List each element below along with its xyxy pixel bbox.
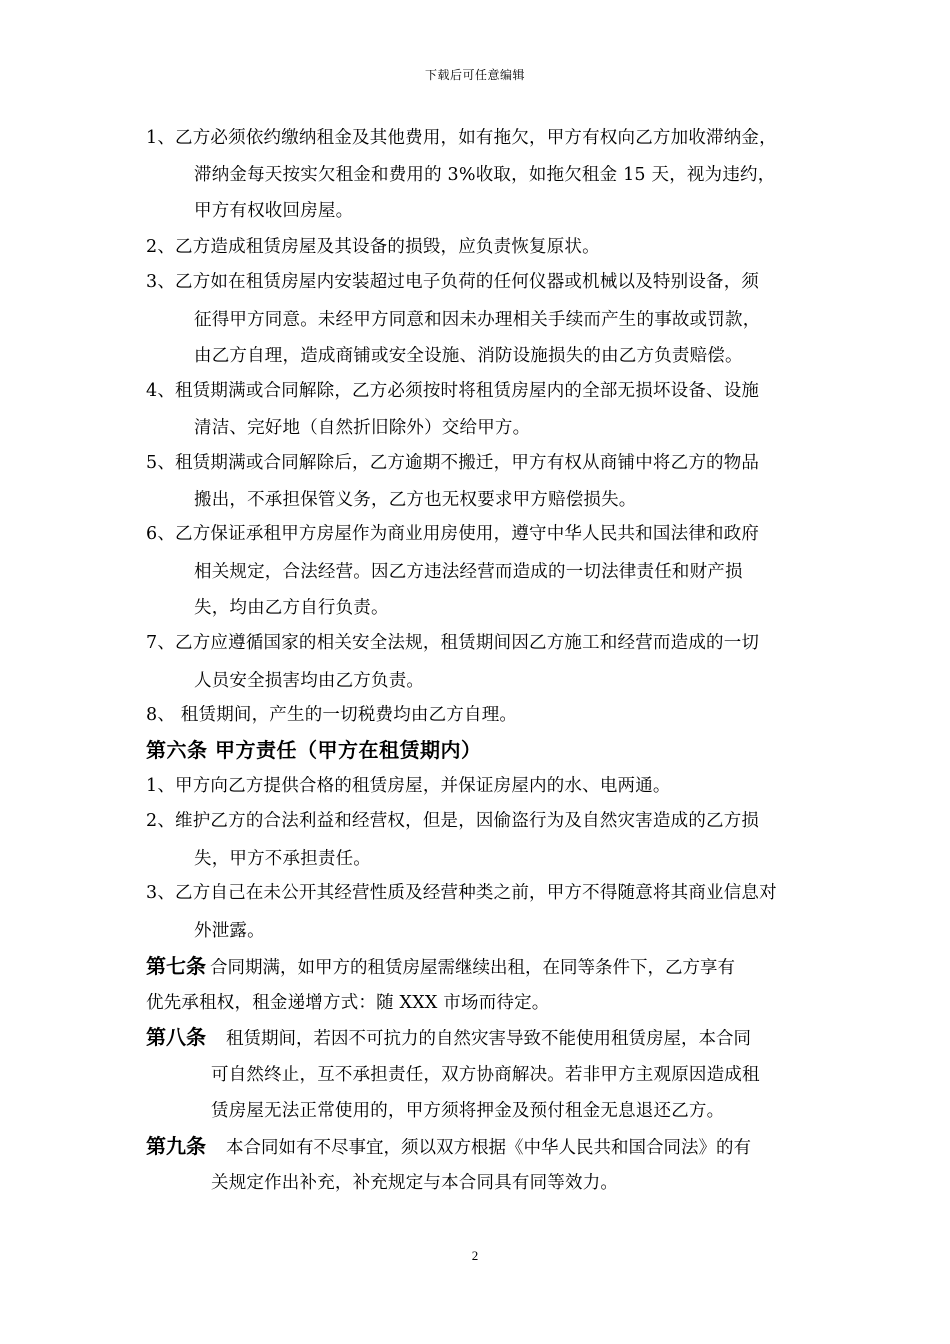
list-item: 2、维护乙方的合法利益和经营权，但是，因偷盗行为及自然灾害造成的乙方损 [146,811,760,831]
article-text: 本合同如有不尽事宜，须以双方根据《中华人民共和国合同法》的有 [226,1138,751,1158]
article-title: 第八条 [146,1025,206,1049]
list-item: 4、租赁期满或合同解除，乙方必须按时将租赁房屋内的全部无损坏设备、设施 [146,381,760,401]
list-item-continuation: 征得甲方同意。未经甲方同意和因未办理相关手续而产生的事故或罚款， [194,310,761,330]
article-8 [146,1025,751,1051]
list-item-continuation: 人员安全损害均由乙方负责。 [194,671,425,691]
page-number: 2 [471,1248,479,1263]
article-text-continuation: 关规定作出补充，补充规定与本合同具有同等效力。 [211,1173,619,1193]
list-item: 5、租赁期满或合同解除后，乙方逾期不搬迁，甲方有权从商铺中将乙方的物品 [146,453,760,473]
list-item-continuation: 甲方有权收回房屋。 [194,201,354,221]
list-item-continuation: 外泄露。 [194,921,265,941]
list-item: 3、乙方如在租赁房屋内安装超过电子负荷的任何仪器或机械以及特别设备，须 [146,272,760,292]
article-9 [146,1134,751,1160]
list-item: 6、乙方保证承租甲方房屋作为商业用房使用，遵守中华人民共和国法律和政府 [146,524,760,544]
article-text-continuation: 可自然终止，互不承担责任，双方协商解决。若非甲方主观原因造成租 [211,1065,760,1085]
article-7 [146,954,735,980]
article-text: 合同期满，如甲方的租赁房屋需继续出租，在同等条件下，乙方享有 [210,958,735,978]
page-header: 下载后可任意编辑 [424,68,525,82]
list-item-continuation: 失，甲方不承担责任。 [194,849,371,869]
list-item: 8、 租赁期间，产生的一切税费均由乙方自理。 [146,705,518,725]
list-item-continuation: 清洁、完好地（自然折旧除外）交给甲方。 [194,418,531,438]
list-item-continuation: 滞纳金每天按实欠租金和费用的 3%收取，如拖欠租金 15 天，视为违约， [194,165,776,185]
list-item-continuation: 相关规定，合法经营。因乙方违法经营而造成的一切法律责任和财产损 [194,562,743,582]
article-text-continuation: 优先承租权，租金递增方式：随 XXX 市场而待定。 [146,993,550,1013]
list-item: 7、乙方应遵循国家的相关安全法规，租赁期间因乙方施工和经营而造成的一切 [146,633,760,653]
article-title: 第七条 [146,954,206,978]
list-item-continuation: 搬出，不承担保管义务，乙方也无权要求甲方赔偿损失。 [194,490,637,510]
list-item-continuation: 由乙方自理，造成商铺或安全设施、消防设施损失的由乙方负责赔偿。 [194,346,743,366]
article-text-continuation: 赁房屋无法正常使用的，甲方须将押金及预付租金无息退还乙方。 [211,1101,725,1121]
list-item-continuation: 失，均由乙方自行负责。 [194,598,389,618]
article-text: 租赁期间，若因不可抗力的自然灾害导致不能使用租赁房屋，本合同 [226,1029,751,1049]
list-item: 1、乙方必须依约缴纳租金及其他费用，如有拖欠，甲方有权向乙方加收滞纳金， [146,128,777,148]
list-item: 2、乙方造成租赁房屋及其设备的损毁，应负责恢复原状。 [146,237,600,257]
list-item: 3、乙方自己在未公开其经营性质及经营种类之前，甲方不得随意将其商业信息对 [146,883,777,903]
article-heading: 第六条 甲方责任（甲方在租赁期内） [146,738,482,762]
article-title: 第九条 [146,1134,206,1158]
list-item: 1、甲方向乙方提供合格的租赁房屋，并保证房屋内的水、电两通。 [146,776,671,796]
